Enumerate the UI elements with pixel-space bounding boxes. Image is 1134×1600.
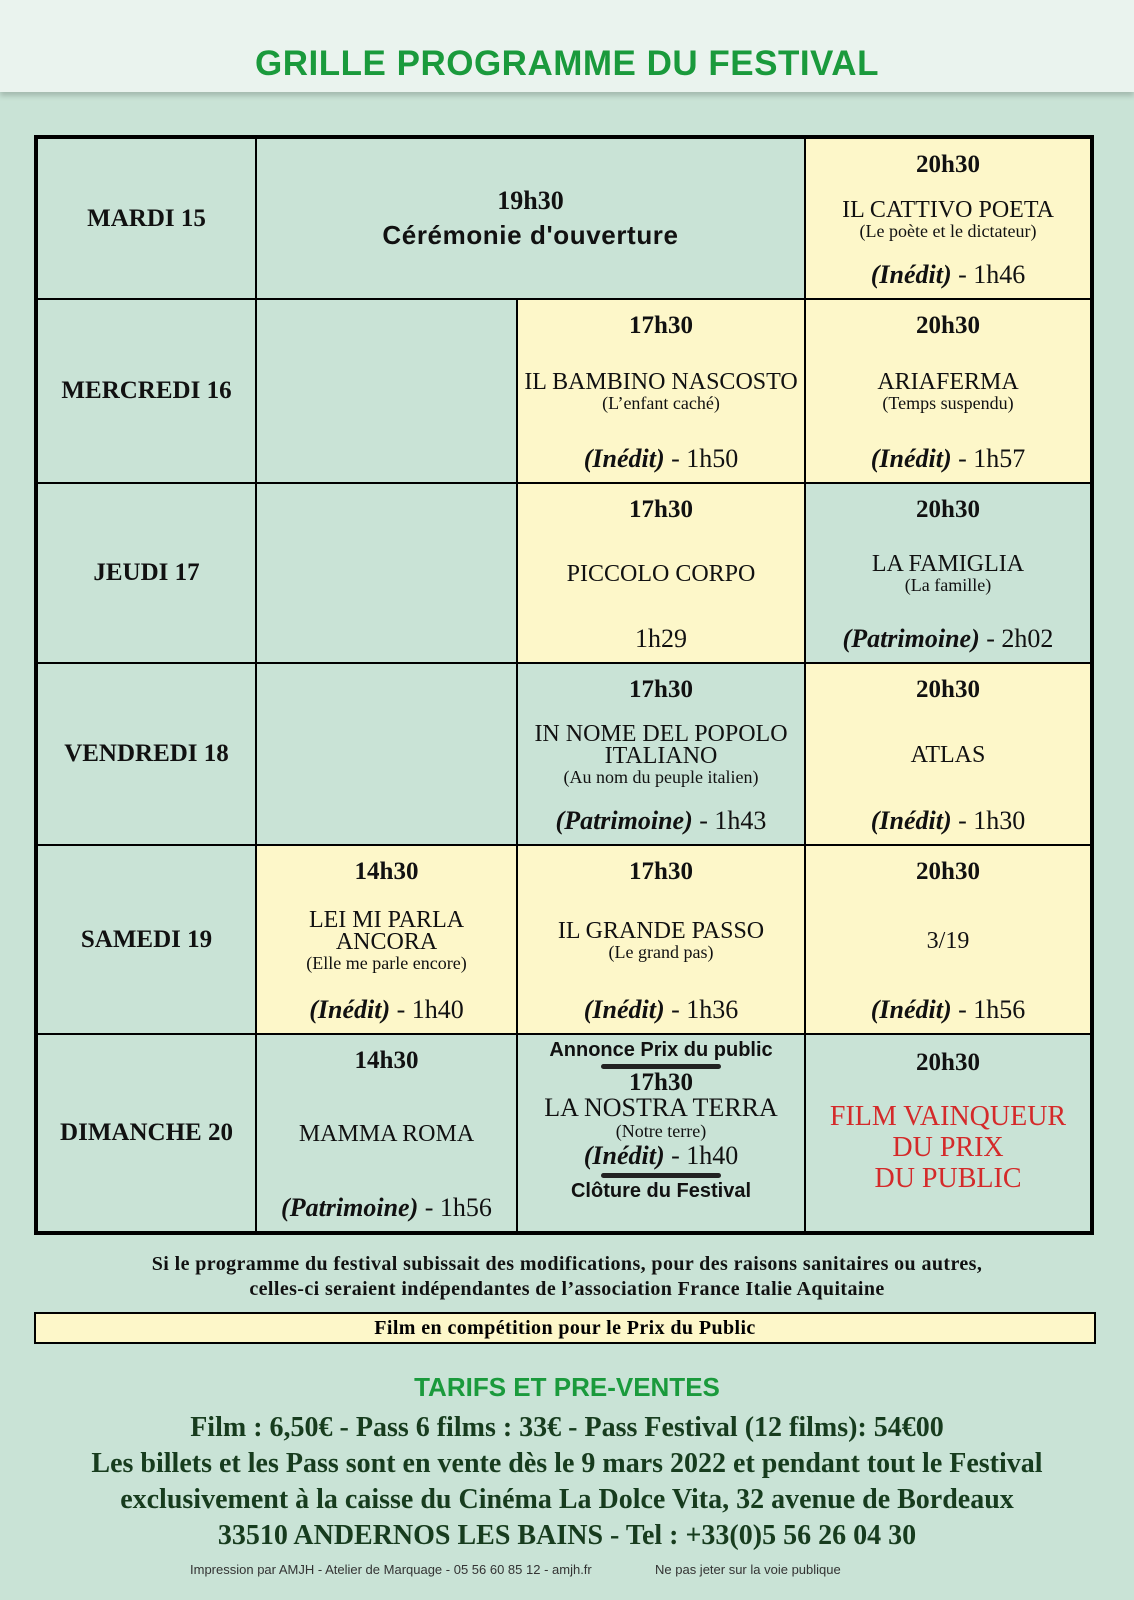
slot-time: 20h30 [916,1049,980,1076]
film-subtitle: (Temps suspendu) [882,393,1014,413]
film-title: PICCOLO CORPO [566,561,756,587]
film-tag: (Inédit) [870,995,952,1024]
slot-time: 20h30 [916,676,980,703]
film-tag: (Patrimoine) [842,624,980,653]
film-duration: - 1h30 [951,806,1026,835]
film-slot [518,300,804,482]
notice-line: celles-ci seraient indépendantes de l’association France Italie Aquitaine [249,1278,885,1300]
film-duration: - 1h43 [692,806,767,835]
film-meta [524,444,798,474]
slot-time: 20h30 [916,151,980,178]
film-slot [257,1035,516,1231]
film-subtitle: (Au nom du peuple italien) [563,767,759,787]
festival-schedule-grid [34,135,1094,1235]
film-duration: - 1h50 [664,444,739,473]
film-meta [524,806,798,836]
film-subtitle: (Elle me parle encore) [306,952,467,973]
film-title: LEI MI PARLA [308,906,465,933]
film-slot [806,664,1090,844]
winner-text: DU PUBLIC [874,1163,1022,1194]
film-subtitle: (Le poète et le dictateur) [859,220,1037,241]
film-tag: (Patrimoine) [281,1193,419,1222]
film-tag: (Inédit) [583,995,665,1024]
film-subtitle: (Notre terre) [615,1121,707,1141]
film-title: IL GRANDE PASSO [557,917,765,944]
film-title: ANCORA [335,928,438,955]
film-subtitle: (La famille) [904,575,992,595]
film-tag: (Inédit) [583,1141,665,1170]
film-tag: (Inédit) [870,444,952,473]
slot-time: 20h30 [916,312,980,339]
film-title: LA NOSTRA TERRA [544,1093,778,1122]
film-subtitle: (L’enfant caché) [602,393,720,413]
film-tag: (Inédit) [583,444,665,473]
film-meta [812,444,1084,474]
tarifs-title: TARIFS ET PRE-VENTES [414,1372,720,1402]
film-duration: - 1h57 [951,444,1026,473]
film-meta [812,260,1084,290]
slot-time: 19h30 [497,186,564,215]
film-duration: - 1h56 [951,995,1026,1024]
film-meta [812,806,1084,836]
film-duration: - 1h40 [390,995,464,1024]
film-meta [524,995,798,1025]
page-header [0,0,1134,92]
slot-time: 14h30 [354,858,419,885]
slot-time: 17h30 [629,858,693,885]
tarifs-line: Les billets et les Pass sont en vente dès le 9 mars 2022 et pendant tout le Festival [91,1448,1043,1479]
tarifs-line: 33510 ANDERNOS LES BAINS - Tel : +33(0)5 56 26 04 30 [217,1520,917,1551]
film-duration: - 1h46 [951,260,1026,289]
film-slot [806,300,1090,482]
film-slot [806,139,1090,298]
slot-time: 20h30 [916,858,980,885]
film-duration: - 1h40 [664,1141,739,1170]
notice-line: Si le programme du festival subissait des modifications, pour des raisons sanitaires ou autres, [151,1253,983,1275]
film-tag: (Inédit) [309,995,391,1024]
film-slot [806,846,1090,1033]
film-title: LA FAMIGLIA [871,551,1025,577]
film-slot [518,664,804,844]
competition-legend: Film en compétition pour le Prix du Public [34,1312,1096,1344]
litter-notice: Ne pas jeter sur la voie publique [655,1562,841,1577]
film-title: ARIAFERMA [877,369,1019,395]
slot-time: 20h30 [916,496,980,523]
slot-time: 14h30 [354,1047,419,1074]
film-title: MAMMA ROMA [298,1121,475,1147]
film-title: IN NOME DEL POPOLO [534,721,788,747]
day-label: MERCREDI 16 [38,300,255,482]
film-duration: - 1h36 [664,995,739,1024]
film-title: 3/19 [926,927,970,954]
film-slot [806,1035,1090,1231]
winner-text: DU PRIX [892,1132,1004,1163]
tarifs-line: Film : 6,50€ - Pass 6 films : 33€ - Pass Festival (12 films): 54€00 [190,1412,944,1443]
film-meta [263,1193,510,1223]
day-label: DIMANCHE 20 [38,1035,255,1231]
day-label: SAMEDI 19 [38,846,255,1033]
film-slot [518,484,804,662]
empty-slot [257,484,516,662]
modification-notice [0,1252,1134,1302]
film-meta [812,624,1084,654]
day-label: JEUDI 17 [38,484,255,662]
opening-ceremony [257,139,804,298]
day-label: MARDI 15 [38,139,255,298]
ceremony-label: Cérémonie d'ouverture [382,220,679,250]
slot-time: 17h30 [629,1069,693,1096]
prize-announcement: Annonce Prix du public [549,1039,773,1061]
slot-time: 17h30 [629,312,693,339]
tarifs-line: exclusivement à la caisse du Cinéma La Dolce Vita, 32 avenue de Bordeaux [120,1484,1014,1515]
film-slot [518,846,804,1033]
empty-slot [257,664,516,844]
film-subtitle: (Le grand pas) [608,941,714,962]
page-title: GRILLE PROGRAMME DU FESTIVAL [255,44,879,83]
film-duration: 1h29 [635,624,687,653]
film-title: ATLAS [910,742,986,768]
film-title: IL BAMBINO NASCOSTO [524,369,798,395]
film-meta [263,995,510,1025]
film-title: ITALIANO [604,743,718,769]
empty-slot [257,300,516,482]
film-title: IL CATTIVO POETA [842,196,1054,223]
film-tag: (Inédit) [870,260,952,289]
tarifs-info [0,1410,1134,1554]
film-duration: - 1h56 [418,1193,492,1222]
film-slot [806,484,1090,662]
film-duration: - 2h02 [979,624,1054,653]
festival-closing: Clôture du Festival [570,1180,752,1202]
film-tag: (Inédit) [870,806,952,835]
slot-time: 17h30 [629,496,693,523]
film-meta [812,995,1084,1025]
film-meta [518,1141,804,1171]
printer-credit: Impression par AMJH - Atelier de Marquage - 05 56 60 85 12 - amjh.fr [190,1562,592,1577]
slot-time: 17h30 [629,676,693,703]
winner-text: FILM VAINQUEUR [829,1101,1067,1132]
divider [601,1173,721,1178]
day-label: VENDREDI 18 [38,664,255,844]
film-slot [257,846,516,1033]
film-slot [518,1035,804,1231]
film-tag: (Patrimoine) [555,806,693,835]
